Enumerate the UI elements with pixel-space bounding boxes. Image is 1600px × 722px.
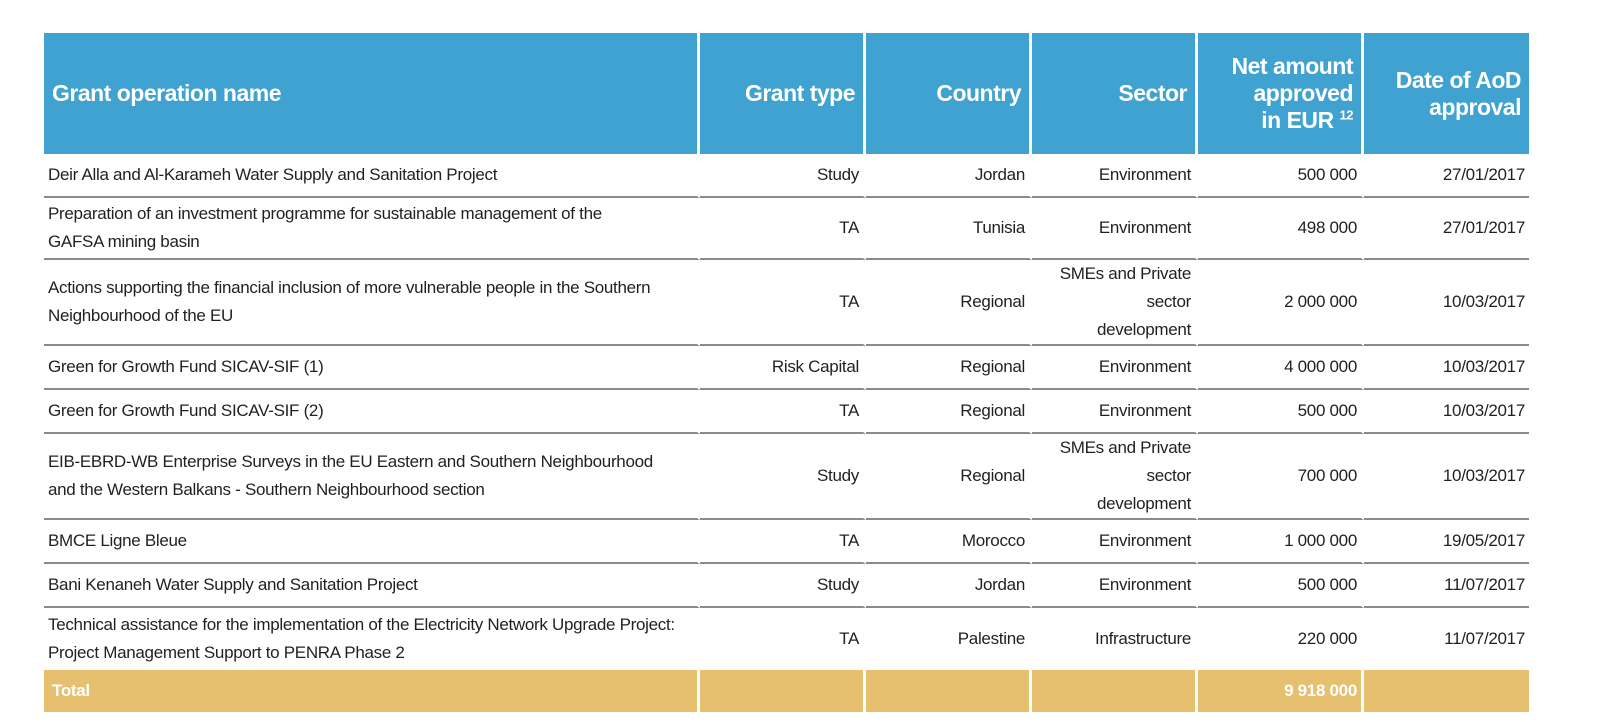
grant-type-cell: TA: [700, 520, 866, 564]
grant-type-cell: Risk Capital: [700, 346, 866, 390]
country-cell: Regional: [866, 346, 1032, 390]
sector-cell: SMEs and Private sector development: [1032, 260, 1198, 346]
table-row: [44, 520, 1529, 564]
footnote-marker: 12: [1339, 107, 1353, 123]
country-cell: Palestine: [866, 608, 1032, 670]
amount-cell: 500 000: [1198, 390, 1364, 434]
grant-name-cell: Bani Kenaneh Water Supply and Sanitation Project: [44, 564, 700, 608]
total-empty-cell: [866, 670, 1032, 712]
amount-cell: 2 000 000: [1198, 260, 1364, 346]
country-cell: Jordan: [866, 154, 1032, 198]
country-cell: Regional: [866, 390, 1032, 434]
country-cell: Regional: [866, 260, 1032, 346]
table-header-row: [44, 33, 1529, 154]
header-grant-operation-name: Grant operation name: [44, 33, 700, 154]
amount-cell: 498 000: [1198, 198, 1364, 260]
header-net-amount-line2: approved: [1253, 80, 1353, 106]
grant-name-cell: Deir Alla and Al-Karameh Water Supply and Sanitation Project: [44, 154, 700, 198]
total-empty-cell: [1032, 670, 1198, 712]
sector-cell: Environment: [1032, 346, 1198, 390]
total-label: Total: [44, 670, 700, 712]
sector-cell: Environment: [1032, 520, 1198, 564]
grant-name-cell: BMCE Ligne Bleue: [44, 520, 700, 564]
grant-name-cell: Green for Growth Fund SICAV-SIF (1): [44, 346, 700, 390]
grant-type-cell: Study: [700, 434, 866, 520]
country-cell: Regional: [866, 434, 1032, 520]
amount-cell: 700 000: [1198, 434, 1364, 520]
date-cell: 10/03/2017: [1364, 434, 1529, 520]
table-row: [44, 390, 1529, 434]
grant-type-cell: TA: [700, 198, 866, 260]
table-row: [44, 564, 1529, 608]
date-cell: 11/07/2017: [1444, 629, 1525, 648]
header-net-amount: [1198, 33, 1364, 154]
sector-cell: Environment: [1032, 564, 1198, 608]
grant-operations-table: [44, 33, 1529, 712]
amount-cell: 1 000 000: [1198, 520, 1364, 564]
grant-name-cell: Technical assistance for the implementation of the Electricity Network Upgrade Project: Project Management Support to PENRA Phase 2: [44, 608, 700, 670]
grant-type-cell: TA: [700, 260, 866, 346]
grant-name-cell: EIB-EBRD-WB Enterprise Surveys in the EU Eastern and Southern Neighbourhood and the Western Balkans - Southern Neighbourhood section: [44, 434, 700, 520]
amount-cell: 500 000: [1198, 564, 1364, 608]
total-amount: 9 918 000: [1198, 670, 1364, 712]
date-cell: 27/01/2017: [1364, 154, 1529, 198]
grant-type-cell: Study: [700, 564, 866, 608]
sector-cell: Environment: [1032, 154, 1198, 198]
sector-cell: Environment: [1032, 198, 1198, 260]
grant-type-cell: Study: [700, 154, 866, 198]
country-cell: Tunisia: [866, 198, 1032, 260]
header-date-line2: approval: [1429, 93, 1521, 120]
header-sector: Sector: [1032, 33, 1198, 154]
sector-cell: Infrastructure: [1032, 608, 1198, 670]
table-row: [44, 198, 1529, 260]
total-empty-cell: [700, 670, 866, 712]
grant-name-cell: Actions supporting the financial inclusion of more vulnerable people in the Southern Neighbourhood of the EU: [44, 260, 700, 346]
header-country: Country: [866, 33, 1032, 154]
header-net-amount-line3: in EUR: [1261, 107, 1334, 133]
grant-name-cell: Preparation of an investment programme for sustainable management of the GAFSA mining basin: [44, 198, 700, 260]
total-row: [44, 670, 1529, 712]
table-row: [44, 434, 1529, 520]
table-row: [44, 260, 1529, 346]
header-net-amount-line1: Net amount: [1231, 53, 1353, 79]
amount-cell: 220 000: [1198, 608, 1364, 670]
table-row: [44, 154, 1529, 198]
sector-cell: Environment: [1032, 390, 1198, 434]
date-cell: 10/03/2017: [1364, 390, 1529, 434]
date-cell: 19/05/2017: [1364, 520, 1529, 564]
date-cell: 27/01/2017: [1364, 198, 1529, 260]
amount-cell: 500 000: [1198, 154, 1364, 198]
grant-type-cell: TA: [700, 390, 866, 434]
header-grant-type: Grant type: [700, 33, 866, 154]
header-date-aod-approval: [1364, 33, 1529, 154]
header-date-line1: Date of AoD: [1395, 66, 1521, 93]
grant-name-cell: Green for Growth Fund SICAV-SIF (2): [44, 390, 700, 434]
country-cell: Morocco: [866, 520, 1032, 564]
country-cell: Jordan: [866, 564, 1032, 608]
amount-cell: 4 000 000: [1198, 346, 1364, 390]
sector-cell: SMEs and Private sector development: [1032, 434, 1198, 520]
table-row: [44, 608, 1529, 670]
table-row: [44, 346, 1529, 390]
date-cell: 10/03/2017: [1364, 346, 1529, 390]
date-cell: 10/03/2017: [1364, 260, 1529, 346]
grant-type-cell: TA: [700, 608, 866, 670]
total-empty-cell: [1364, 670, 1529, 712]
date-cell: 11/07/2017: [1364, 564, 1529, 608]
